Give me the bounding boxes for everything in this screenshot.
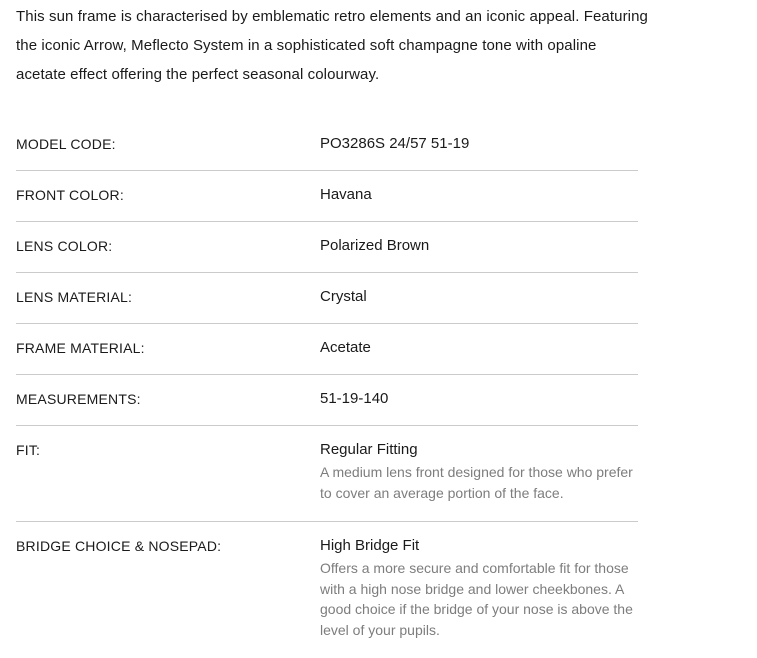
spec-label: FIT: (16, 442, 41, 458)
spec-row-fit (16, 426, 638, 522)
spec-value: Regular Fitting (320, 441, 418, 458)
spec-description: Offers a more secure and comfortable fit for those with a high nose bridge and lower cheekbones. A good choice if the bridge of your nose is above the level of your pupils. (320, 560, 633, 638)
spec-row-lens-color (16, 222, 638, 273)
spec-value-cell (320, 289, 638, 305)
spec-value: Polarized Brown (320, 237, 430, 254)
spec-label: MODEL CODE: (16, 136, 116, 152)
spec-row-frame-material (16, 324, 638, 375)
spec-value: Havana (320, 186, 372, 203)
spec-label: BRIDGE CHOICE & NOSEPAD: (16, 538, 222, 554)
spec-row-lens-material (16, 273, 638, 324)
spec-value-cell (320, 238, 638, 254)
spec-description: A medium lens front designed for those who prefer to cover an average portion of the face. (320, 464, 633, 501)
spec-value-cell (320, 340, 638, 356)
spec-label: LENS COLOR: (16, 238, 113, 254)
spec-row-bridge-choice-nosepad (16, 522, 638, 658)
spec-value-cell (320, 442, 638, 503)
spec-value-cell (320, 136, 638, 152)
spec-value: High Bridge Fit (320, 537, 420, 554)
spec-label: FRAME MATERIAL: (16, 340, 145, 356)
spec-value-cell (320, 391, 638, 407)
spec-value: PO3286S 24/57 51-19 (320, 135, 470, 152)
spec-label: MEASUREMENTS: (16, 391, 141, 407)
spec-row-front-color (16, 171, 638, 222)
spec-value: Acetate (320, 339, 371, 356)
spec-value: Crystal (320, 288, 367, 305)
spec-row-measurements (16, 375, 638, 426)
spec-table (16, 120, 638, 658)
spec-value: 51-19-140 (320, 390, 389, 407)
spec-label: LENS MATERIAL: (16, 289, 133, 305)
spec-row-model-code (16, 120, 638, 171)
spec-value-cell (320, 187, 638, 203)
spec-label: FRONT COLOR: (16, 187, 124, 203)
product-description: This sun frame is characterised by emblematic retro elements and an iconic appeal. Featuring the iconic Arrow, Meflecto System in a sophisticated soft champagne tone with opaline acetate effect offering the perfect seasonal colourway. (16, 8, 648, 83)
